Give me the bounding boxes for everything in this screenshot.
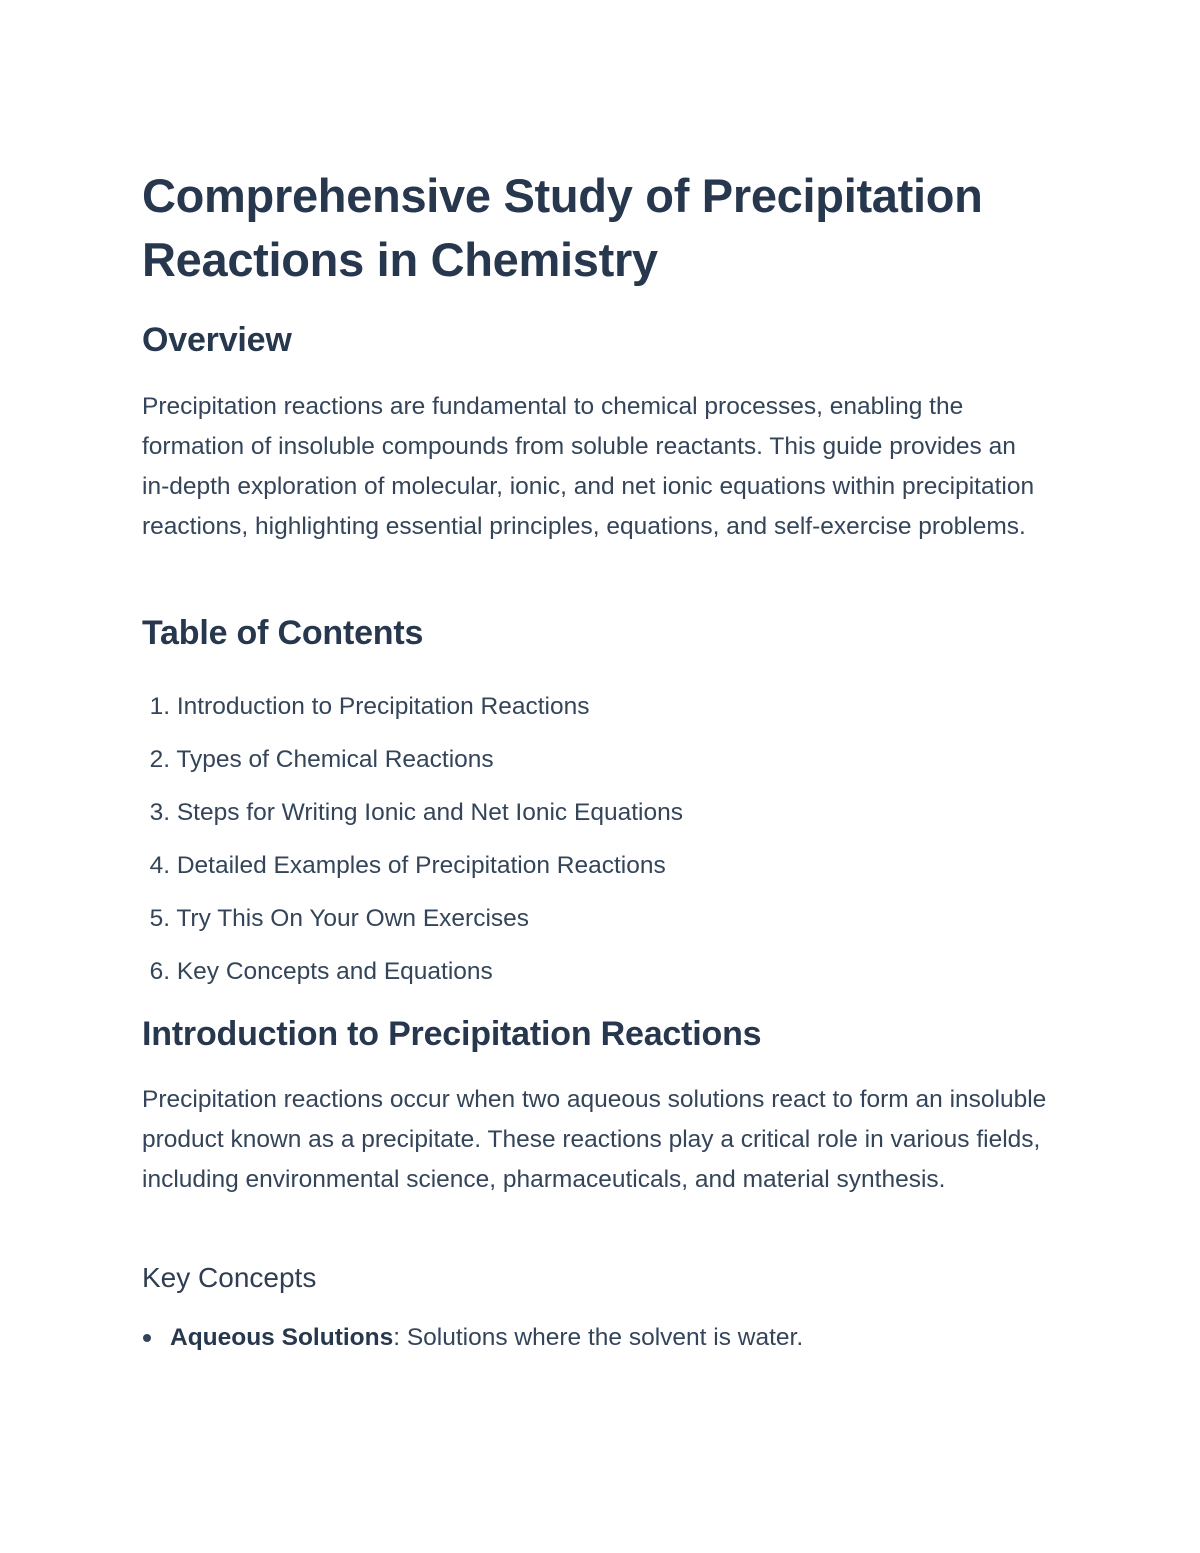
toc-item-number: 4. xyxy=(149,852,170,879)
toc-item-label[interactable]: Try This On Your Own Exercises xyxy=(176,905,530,932)
toc-item-number: 3. xyxy=(149,799,170,826)
toc-item[interactable] xyxy=(142,733,683,786)
list-item xyxy=(142,1318,803,1358)
toc-heading: Table of Contents xyxy=(142,614,424,652)
toc-item[interactable] xyxy=(142,945,683,998)
key-concepts-heading: Key Concepts xyxy=(142,1262,317,1293)
toc-item[interactable] xyxy=(142,680,683,733)
intro-paragraph: Precipitation reactions occur when two aqueous solutions react to form an insoluble product known as a precipitate. These reactions play a critical role in various fields, including environmental science, pharmaceuticals, and material synthesis. xyxy=(142,1086,1047,1193)
overview-paragraph: Precipitation reactions are fundamental to chemical processes, enabling the formation of insoluble compounds from soluble reactants. This guide provides an in-depth exploration of molecular, ionic, and net ionic equations within precipitation reactions, highlighting essential principles, equations, and self-exercise problems. xyxy=(142,393,1035,540)
toc-item-number: 1. xyxy=(149,693,170,720)
toc-item-number: 5. xyxy=(149,905,170,932)
key-concepts-list xyxy=(142,1318,803,1358)
document-title: Comprehensive Study of Precipitation Reactions in Chemistry xyxy=(142,169,983,286)
toc-item-label[interactable]: Types of Chemical Reactions xyxy=(176,746,494,773)
toc-item-label[interactable]: Introduction to Precipitation Reactions xyxy=(176,693,590,720)
table-of-contents xyxy=(142,680,683,998)
intro-heading: Introduction to Precipitation Reactions xyxy=(142,1015,762,1053)
overview-heading: Overview xyxy=(142,321,292,359)
toc-item-label[interactable]: Key Concepts and Equations xyxy=(176,958,493,985)
toc-item[interactable] xyxy=(142,892,683,945)
toc-item-number: 6. xyxy=(149,958,170,985)
concept-separator: : xyxy=(393,1324,401,1351)
concept-term: Aqueous Solutions xyxy=(170,1324,394,1351)
toc-item-number: 2. xyxy=(149,746,170,773)
toc-item[interactable] xyxy=(142,839,683,892)
toc-item-label[interactable]: Steps for Writing Ionic and Net Ionic Equations xyxy=(176,799,683,826)
bullet-icon xyxy=(143,1334,151,1342)
concept-definition: Solutions where the solvent is water. xyxy=(400,1324,804,1351)
toc-item[interactable] xyxy=(142,786,683,839)
toc-item-label[interactable]: Detailed Examples of Precipitation Reactions xyxy=(176,852,666,879)
